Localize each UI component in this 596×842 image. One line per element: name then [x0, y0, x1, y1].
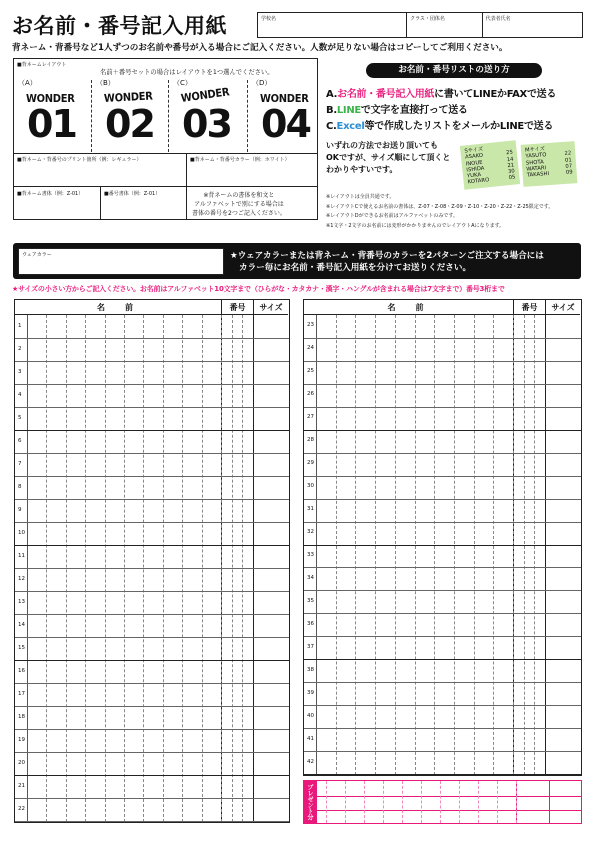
row-number: 2: [18, 345, 22, 352]
table-row[interactable]: [304, 545, 581, 546]
table-row[interactable]: [15, 683, 289, 684]
row-number: 13: [18, 598, 25, 605]
row-number: 10: [18, 529, 25, 536]
wear-color-field[interactable]: [18, 248, 224, 275]
row-number: 12: [18, 575, 25, 582]
layout-option-letter: （C）: [173, 79, 192, 87]
col-header-size: サイズ: [253, 300, 288, 315]
row-number: 22: [18, 805, 25, 812]
divider: [186, 186, 187, 220]
layout-option-number: 03: [182, 102, 231, 146]
representative-name-field[interactable]: 代表者氏名: [485, 16, 511, 22]
divider: [100, 186, 101, 220]
divider: [168, 80, 169, 152]
table-row[interactable]: [304, 774, 581, 775]
method-b: B.LINEで文字を直接打って送る: [326, 105, 468, 116]
card-title: Mサイズ: [524, 146, 546, 154]
table-row[interactable]: [15, 407, 289, 408]
card-number: 21: [507, 162, 515, 170]
notes-list: [326, 193, 586, 231]
print-location-label: ■背ネーム・背番号のプリント箇所（例：レギュラー）: [17, 157, 142, 163]
table-row[interactable]: [304, 728, 581, 729]
row-number: 37: [307, 643, 314, 650]
divider: [440, 781, 441, 823]
row-number: 15: [18, 644, 25, 651]
layout-option-a[interactable]: [18, 78, 88, 152]
divider: [186, 153, 187, 186]
note-item: ※レイアウトDができるお名前はアルファベットのみです。: [326, 213, 458, 219]
table-row[interactable]: [304, 338, 581, 339]
layout-label: ■背ネームレイアウト: [17, 62, 67, 68]
card-title: Sサイズ: [464, 146, 484, 155]
col-header-name: 名 前: [304, 300, 513, 315]
card-name: ASAKO: [464, 152, 484, 161]
send-method-title: お名前・番号リストの送り方: [366, 63, 542, 78]
card-name: WATARI: [526, 165, 547, 173]
class-name-field[interactable]: クラス・団体名: [407, 13, 483, 37]
card-number: 09: [565, 169, 573, 177]
card-number: 14: [506, 156, 514, 163]
layout-option-number: 04: [261, 102, 310, 146]
entry-table-left: [14, 299, 290, 823]
table-row[interactable]: [15, 706, 289, 707]
row-number: 42: [307, 758, 314, 765]
header-info-table: [257, 12, 583, 38]
card-name: YASUTO: [525, 152, 547, 160]
table-row[interactable]: [15, 361, 289, 362]
wear-color-note: ★ウェアカラーまたは背ネーム・背番号のカラーを2パターンご注文する場合には カラー毎にお名前・番号記入用紙を分けてお送りください。: [230, 251, 544, 273]
color-label: ■背ネーム・背番号カラー（例：ホワイト）: [190, 157, 290, 163]
divider: [364, 781, 365, 823]
page-subtitle: 背ネーム・背番号など1人ずつのお名前や番号が入る場合にご記入ください。人数が足りない場合はコピーしてご利用ください。: [12, 43, 508, 53]
row-number: 30: [307, 483, 314, 490]
row-number: 14: [18, 621, 25, 628]
divider: [91, 80, 92, 152]
present-label: プレゼント分: [303, 780, 316, 824]
divider: [317, 796, 581, 797]
table-row[interactable]: [15, 545, 289, 546]
layout-option-number: 02: [105, 102, 154, 146]
table-row[interactable]: [304, 705, 581, 706]
table-row[interactable]: [15, 614, 289, 615]
table-row[interactable]: [15, 729, 289, 730]
table-row[interactable]: [304, 384, 581, 385]
row-number: 38: [307, 666, 314, 673]
table-row[interactable]: [15, 798, 289, 799]
row-number: 35: [307, 597, 314, 604]
layout-option-word: WONDER: [103, 89, 153, 105]
divider: [317, 810, 581, 811]
note-item: ※レイアウトは全員共通です。: [326, 194, 395, 200]
card-number: 22: [564, 150, 572, 158]
table-row[interactable]: [15, 660, 289, 661]
row-number: 5: [18, 414, 22, 421]
size-order-note: ★サイズの小さい方からご記入ください。お名前はアルファベット10文字まで（ひらがな・カタカナ・漢字・ハングルが含まれる場合は7文字まで）番号3桁まで: [12, 285, 505, 293]
school-name-field[interactable]: 学校名: [258, 13, 407, 37]
layout-option-letter: （B）: [96, 79, 115, 87]
table-row[interactable]: [304, 522, 581, 523]
divider: [247, 80, 248, 152]
table-row[interactable]: [15, 752, 289, 753]
row-number: 16: [18, 667, 25, 674]
row-number: 1: [18, 322, 22, 329]
row-number: 32: [307, 529, 314, 536]
table-row[interactable]: [15, 522, 289, 523]
row-number: 25: [307, 368, 314, 375]
method-c: C.Excel等で作成したリストをメールかLINEで送る: [326, 121, 554, 132]
row-number: 17: [18, 690, 25, 697]
method-a: A.お名前・番号記入用紙に書いてLINEかFAXで送る: [326, 89, 557, 100]
table-row[interactable]: [15, 775, 289, 776]
row-number: 21: [18, 782, 25, 789]
row-number: 9: [18, 506, 22, 513]
layout-option-c[interactable]: [173, 78, 243, 152]
table-row[interactable]: [15, 591, 289, 592]
name-font-label: ■背ネーム書体（例：Z-01）: [17, 191, 84, 197]
layout-instruction: 名前＋番号セットの場合はレイアウトを1つ選んでください。: [100, 69, 274, 76]
divider: [478, 781, 479, 823]
card-number: 01: [564, 157, 572, 164]
row-number: 39: [307, 689, 314, 696]
table-row[interactable]: [15, 637, 289, 638]
table-row[interactable]: [304, 590, 581, 591]
table-row[interactable]: [304, 430, 581, 431]
table-row[interactable]: [15, 453, 289, 454]
row-number: 26: [307, 391, 314, 398]
note-item: ※1文字・2文字のお名前には変形がかかりませんのでレイアウトAになります。: [326, 222, 505, 229]
row-number: 34: [307, 574, 314, 581]
table-row[interactable]: [304, 636, 581, 637]
send-note: いずれの方法でお送り頂いても OKですが、サイズ順にして頂くと わかりやすいです。: [326, 141, 451, 174]
row-number: 11: [18, 552, 25, 559]
row-number: 18: [18, 713, 25, 720]
card-name: INOUE: [465, 159, 483, 168]
layout-option-word: WONDER: [26, 92, 75, 105]
divider: [402, 781, 403, 823]
row-number: 20: [18, 759, 25, 766]
col-header-name: 名 前: [15, 300, 221, 315]
number-font-label: ■番号書体（例：Z-01）: [104, 191, 161, 197]
row-number: 31: [307, 506, 314, 513]
row-number: 28: [307, 437, 314, 444]
font-note: ※背ネームの書体を和文と アルファベットで別にする場合は 書体の番号を2つご記入ください。: [192, 192, 286, 217]
divider: [421, 781, 422, 823]
table-row[interactable]: [304, 567, 581, 568]
layout-option-word: WONDER: [180, 85, 231, 105]
table-row[interactable]: [304, 361, 581, 362]
table-row[interactable]: [304, 659, 581, 660]
table-row[interactable]: [304, 751, 581, 752]
layout-option-word: WONDER: [260, 92, 309, 105]
divider: [345, 781, 346, 823]
col-header-size: サイズ: [545, 300, 580, 315]
layout-option-number: 01: [27, 102, 76, 146]
card-name: TAKASHI: [526, 171, 550, 179]
divider: [13, 153, 318, 154]
card-number: 30: [507, 168, 516, 176]
layout-option-letter: （D）: [252, 79, 272, 87]
divider: [326, 781, 327, 823]
note-item: ※レイアウトCで使えるお名前の書体は、Z-07・Z-08・Z-09・Z-10・Z-20・Z-22・Z-25限定です。: [326, 203, 554, 210]
card-number: 05: [508, 174, 516, 182]
divider: [549, 781, 550, 823]
table-row[interactable]: [15, 476, 289, 477]
table-row[interactable]: [304, 407, 581, 408]
card-number: 25: [505, 149, 514, 157]
table-row[interactable]: [15, 821, 289, 822]
table-row[interactable]: [15, 384, 289, 385]
col-header-number: 番号: [513, 300, 545, 315]
divider: [497, 781, 498, 823]
divider: [13, 186, 318, 187]
entry-table-right: [303, 299, 582, 776]
row-number: 8: [18, 483, 22, 490]
row-number: 41: [307, 735, 314, 742]
table-row[interactable]: [304, 682, 581, 683]
table-row[interactable]: [15, 430, 289, 431]
example-card-s: [460, 140, 520, 190]
row-number: 4: [18, 391, 22, 398]
layout-option-letter: （A）: [18, 79, 37, 87]
page-title: お名前・番号記入用紙: [12, 14, 227, 38]
row-number: 3: [18, 368, 22, 375]
table-row[interactable]: [304, 613, 581, 614]
layout-option-d[interactable]: [252, 78, 322, 152]
divider: [459, 781, 460, 823]
row-number: 36: [307, 620, 314, 627]
example-card-m: [521, 141, 578, 187]
table-row[interactable]: [304, 476, 581, 477]
row-number: 33: [307, 551, 314, 558]
row-number: 27: [307, 414, 314, 421]
row-number: 24: [307, 345, 314, 352]
wear-color-label: ウェアカラー: [22, 252, 52, 258]
row-number: 29: [307, 460, 314, 467]
table-row[interactable]: [15, 338, 289, 339]
table-row[interactable]: [304, 453, 581, 454]
row-number: 6: [18, 437, 22, 444]
row-number: 23: [307, 322, 314, 329]
layout-option-b[interactable]: [96, 78, 166, 152]
table-row[interactable]: [15, 499, 289, 500]
col-header-number: 番号: [221, 300, 253, 315]
divider: [383, 781, 384, 823]
present-table: [316, 780, 582, 824]
card-number: 07: [565, 163, 573, 170]
divider: [516, 781, 517, 823]
card-name: SHOTA: [525, 158, 545, 167]
row-number: 7: [18, 460, 22, 467]
row-number: 19: [18, 736, 25, 743]
table-row[interactable]: [304, 499, 581, 500]
card-name: ISHIDA: [466, 165, 485, 174]
row-number: 40: [307, 712, 314, 719]
card-name: KOTARO: [467, 177, 490, 186]
table-row[interactable]: [15, 568, 289, 569]
card-name: YUKA: [466, 172, 482, 180]
